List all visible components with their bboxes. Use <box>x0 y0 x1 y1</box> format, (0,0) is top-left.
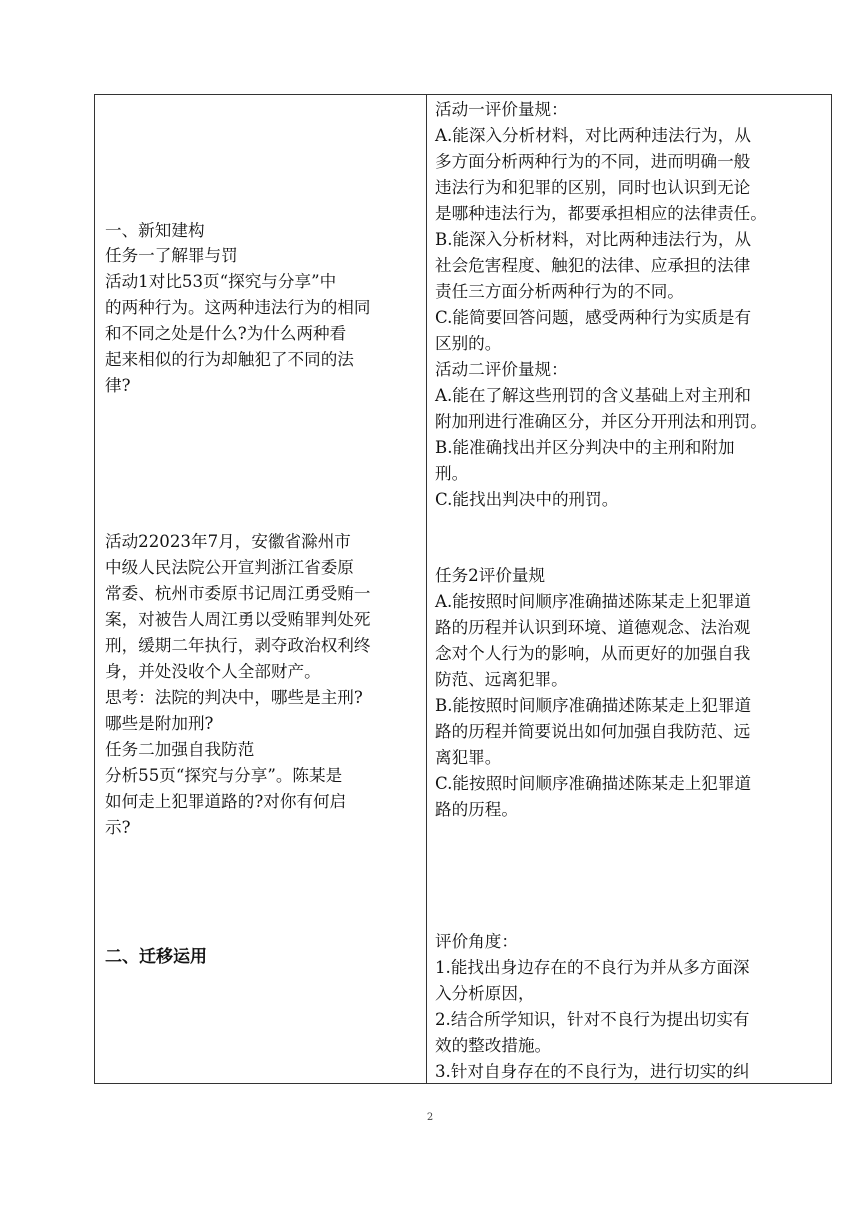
section2-heading: 二、迁移运用 <box>105 947 207 967</box>
section1-heading: 一、新知建构 <box>105 221 205 240</box>
rubric-line: 社会危害程度、触犯的法律、应承担的法律 <box>435 256 751 275</box>
rubric-line: A.能在了解这些刑罚的含义基础上对主刑和 <box>435 386 751 405</box>
activity2-line: 哪些是附加刑? <box>105 714 214 733</box>
lesson-plan-table <box>94 94 832 1084</box>
activity2-line: 身，并处没收个人全部财产。 <box>105 662 321 681</box>
rubric-line: 责任三方面分析两种行为的不同。 <box>435 282 684 301</box>
activity2-line: 常委、杭州市委原书记周江勇受贿一 <box>105 584 371 603</box>
rubric-line: 念对个人行为的影响，从而更好的加强自我 <box>435 644 751 663</box>
rubric-line: A.能按照时间顺序准确描述陈某走上犯罪道 <box>435 592 751 611</box>
activity2-line: 案，对被告人周江勇以受贿罪判处死 <box>105 610 371 629</box>
rubric-line: C.能按照时间顺序准确描述陈某走上犯罪道 <box>435 774 752 793</box>
rubric-line: 评价角度： <box>435 932 518 951</box>
left-column-cell <box>95 95 427 1084</box>
rubric-line: 违法行为和犯罪的区别，同时也认识到无论 <box>435 178 751 197</box>
task2-line: 示? <box>105 818 131 837</box>
task1-title: 任务一了解罪与罚 <box>105 246 238 265</box>
rubric-line: 离犯罪。 <box>435 748 502 767</box>
rubric-line: 路的历程并简要说出如何加强自我防范、远 <box>435 722 751 741</box>
rubric-line: 区别的。 <box>435 334 502 353</box>
activity2-line: 活动22023年7月，安徽省滁州市 <box>105 532 351 551</box>
activity1-line: 和不同之处是什么?为什么两种看 <box>105 324 347 343</box>
activity1-line: 律? <box>105 376 131 395</box>
activity2-line: 思考：法院的判决中，哪些是主刑? <box>105 688 363 707</box>
rubric-line: 路的历程并认识到环境、道德观念、法治观 <box>435 618 751 637</box>
activity2-line: 中级人民法院公开宣判浙江省委原 <box>105 558 354 577</box>
rubric-line: 任务2评价量规 <box>435 566 546 585</box>
task2-line: 分析55页“探究与分享”。陈某是 <box>105 766 343 785</box>
task2-line: 如何走上犯罪道路的?对你有何启 <box>105 792 347 811</box>
rubric-line: 1.能找出身边存在的不良行为并从多方面深 <box>435 958 750 977</box>
rubric-line: 附加刑进行准确区分，并区分开刑法和刑罚。 <box>435 412 767 431</box>
activity1-line: 活动1对比53页“探究与分享”中 <box>105 272 337 291</box>
rubric-line: 刑。 <box>435 464 469 483</box>
rubric-line: C.能简要回答问题，感受两种行为实质是有 <box>435 308 752 327</box>
activity1-line: 的两种行为。这两种违法行为的相同 <box>105 298 371 317</box>
rubric-line: 活动二评价量规： <box>435 360 568 379</box>
rubric-line: B.能深入分析材料，对比两种违法行为，从 <box>435 230 752 249</box>
rubric-line: 3.针对自身存在的不良行为，进行切实的纠 <box>435 1062 750 1081</box>
activity1-line: 起来相似的行为却触犯了不同的法 <box>105 350 354 369</box>
activity2-line: 刑，缓期二年执行，剥夺政治权利终 <box>105 636 371 655</box>
rubric-line: C.能找出判决中的刑罚。 <box>435 490 619 509</box>
rubric-line: 活动一评价量规： <box>435 100 568 119</box>
rubric-line: B.能准确找出并区分判决中的主刑和附加 <box>435 438 735 457</box>
rubric-line: B.能按照时间顺序准确描述陈某走上犯罪道 <box>435 696 752 715</box>
rubric-line: 多方面分析两种行为的不同，进而明确一般 <box>435 152 751 171</box>
right-column-cell <box>427 95 832 1084</box>
rubric-line: 2.结合所学知识，针对不良行为提出切实有 <box>435 1010 750 1029</box>
rubric-line: A.能深入分析材料，对比两种违法行为，从 <box>435 126 751 145</box>
rubric-line: 防范、远离犯罪。 <box>435 670 568 689</box>
rubric-line: 入分析原因， <box>435 984 535 1003</box>
rubric-line: 路的历程。 <box>435 800 518 819</box>
rubric-line: 效的整改措施。 <box>435 1036 552 1055</box>
rubric-line: 是哪种违法行为，都要承担相应的法律责任。 <box>435 204 767 223</box>
page-number: 2 <box>426 1112 434 1123</box>
task2-title: 任务二加强自我防范 <box>105 740 255 759</box>
